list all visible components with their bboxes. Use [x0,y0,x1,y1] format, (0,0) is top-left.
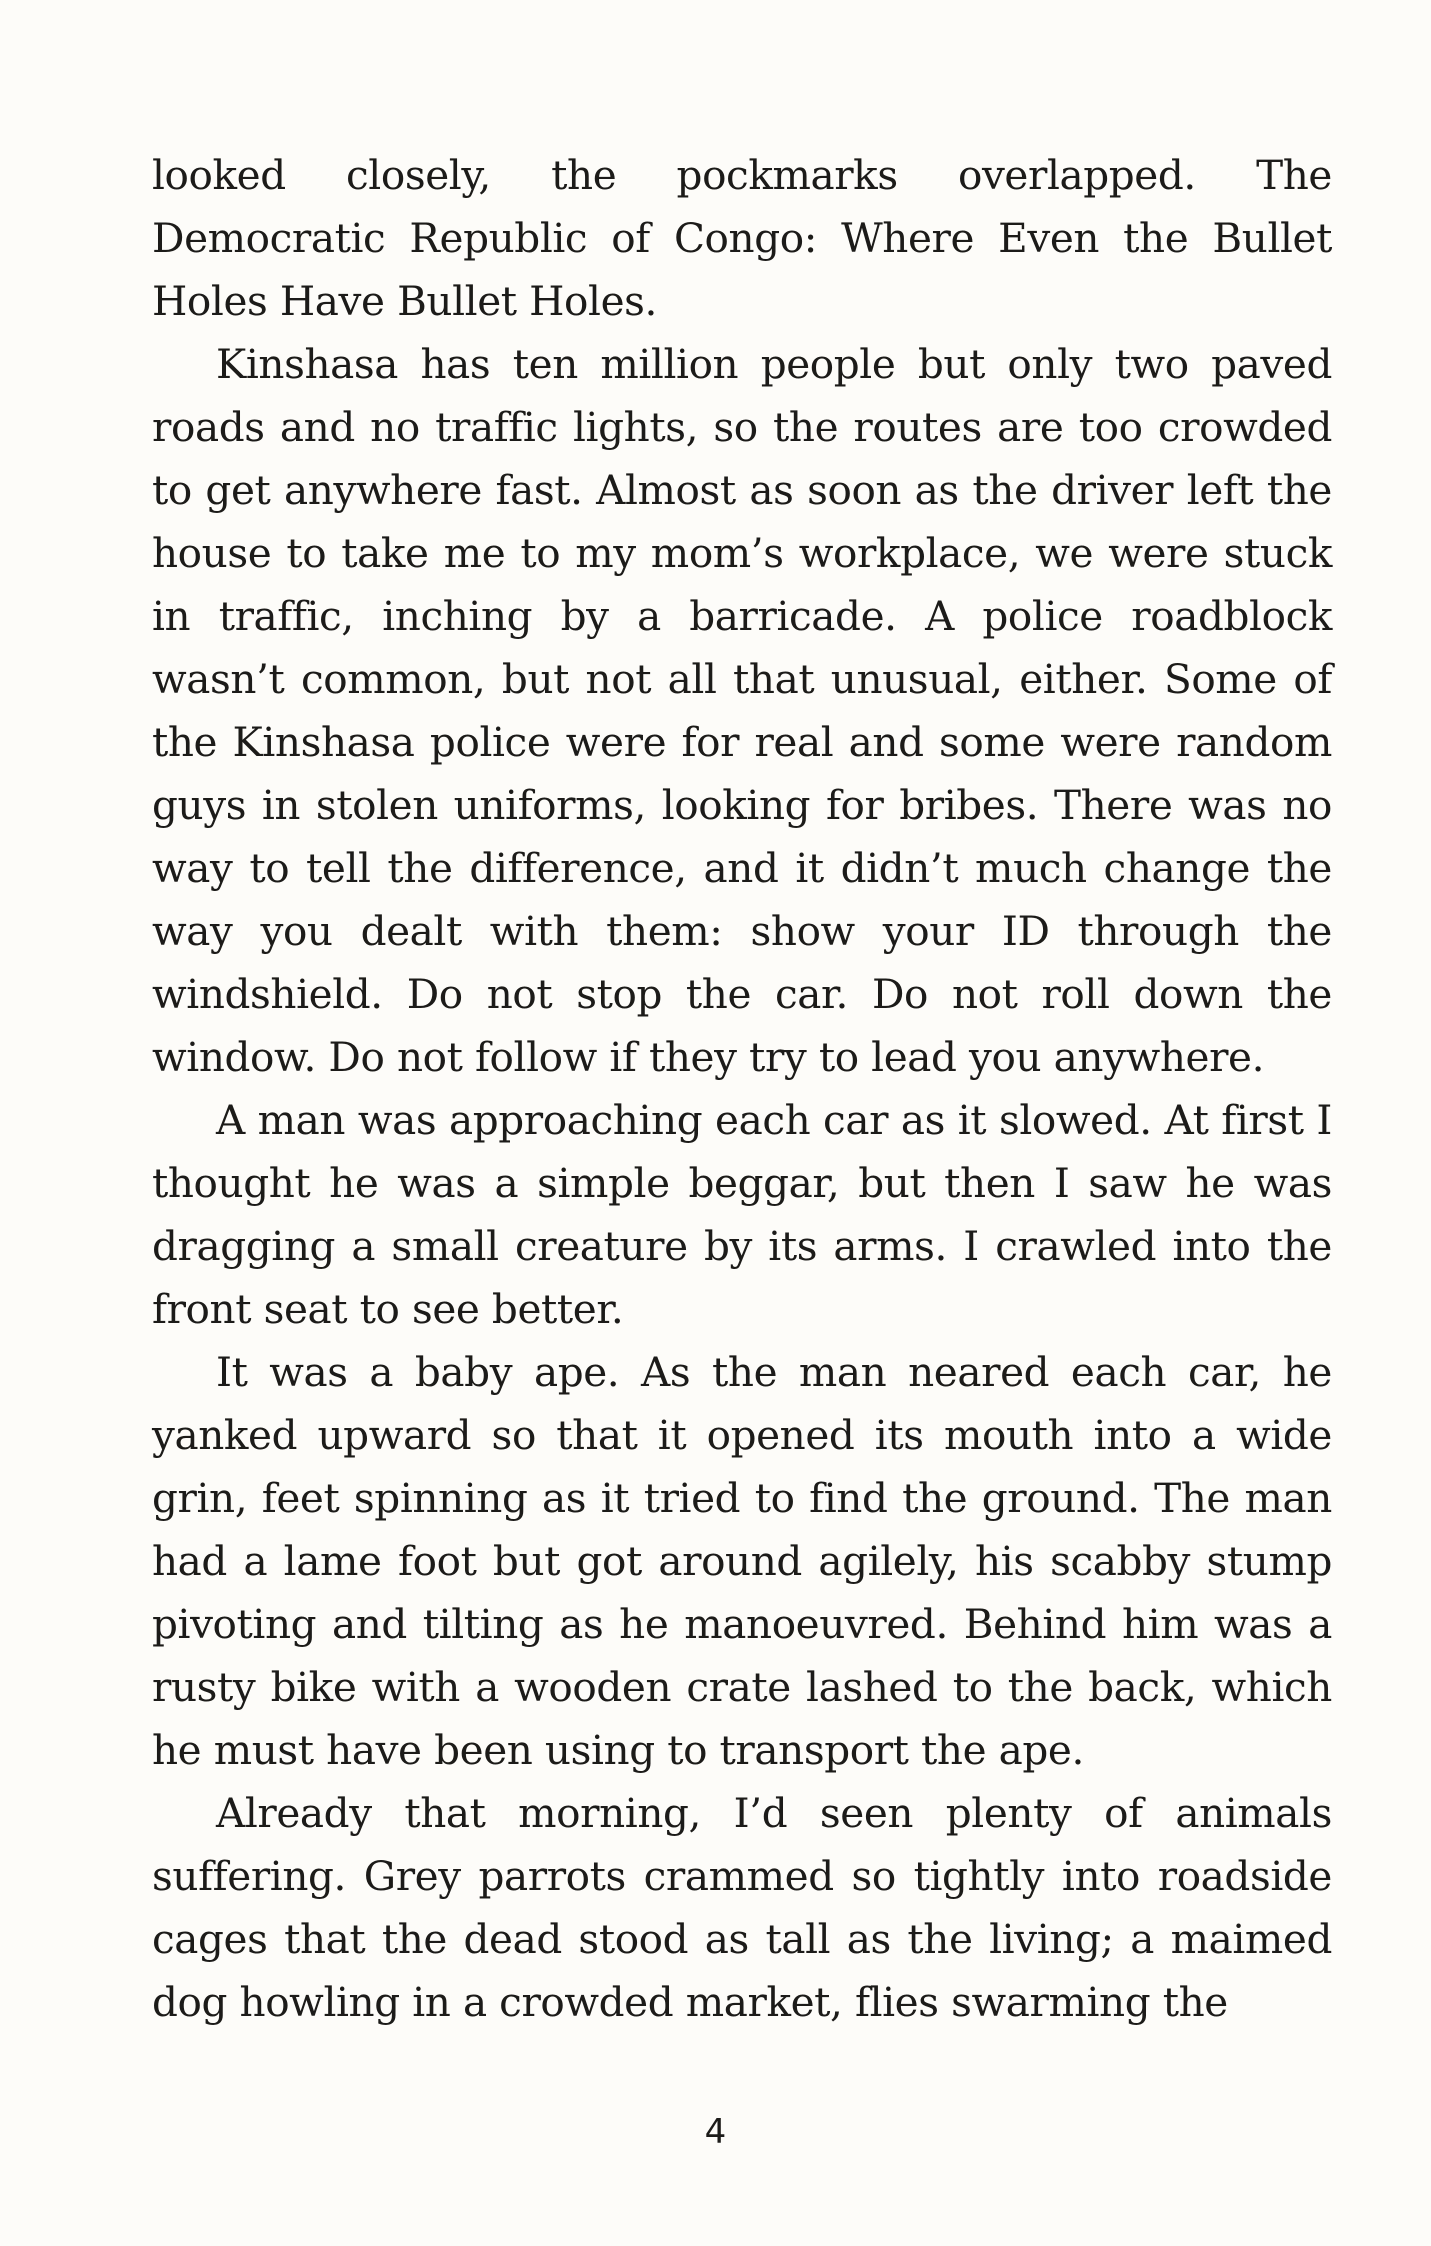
paragraph-4: It was a baby ape. As the man neared each car, he yanked upward so that it opened its mouth into a wide grin, feet spinning as it tried to find the ground. The man had a lame foot but got around agilely, his scabby stump pivoting and tilting as he manoeuvred. Behind him was a rusty bike with a wooden crate lashed to the back, which he must have been using to transport the ape. [152,1348,1332,1774]
page-number: 4 [704,2112,727,2152]
paragraph-2: Kinshasa has ten million people but only two paved roads and no traffic lights, so the routes are too crowded to get anywhere fast. Almost as soon as the driver left the house to take me to my mom’s workplace, we were stuck in traffic, inching by a barricade. A police roadblock wasn’t common, but not all that unusual, either. Some of the Kinshasa police were for real and some were random guys in stolen uniforms, looking for bribes. There was no way to tell the difference, and it didn’t much change the way you dealt with them: show your ID through the windshield. Do not stop the car. Do not roll down the window. Do not follow if they try to lead you anywhere. [152,340,1332,1081]
paragraph-5: Already that morning, I’d seen plenty of animals suffering. Grey parrots crammed so tightly into roadside cages that the dead stood as tall as the living; a maimed dog howling in a crowded market, flies swarming the [152,1789,1332,2026]
paragraph-1: looked closely, the pockmarks overlapped. The Democratic Republic of Congo: Where Even the Bullet Holes Have Bullet Holes. [152,151,1332,325]
paragraph-3: A man was approaching each car as it slowed. At first I thought he was a simple beggar, but then I saw he was dragging a small creature by its arms. I crawled into the front seat to see better. [152,1096,1332,1333]
body-text [152,144,1332,2034]
